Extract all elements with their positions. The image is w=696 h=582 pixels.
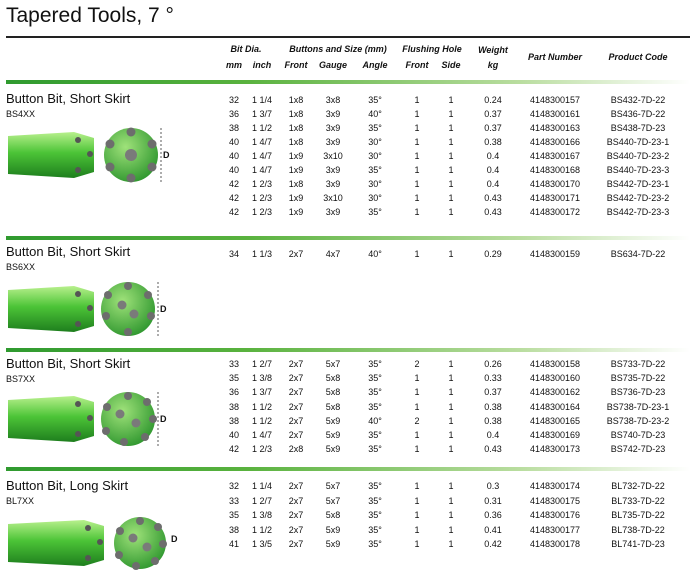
section-code: BS7XX [6, 374, 36, 384]
cell-product-code: BL732-7D-22 [611, 481, 665, 491]
header-buttons-size: Buttons and Size (mm) [289, 44, 387, 54]
cell-gauge: 5x8 [325, 387, 341, 398]
cell-mm: 38 [228, 524, 240, 535]
cell-inch: 1 1/2 [251, 401, 273, 412]
table-row [0, 358, 696, 372]
cell-angle: 35° [368, 495, 382, 506]
cell-inch: 1 3/8 [251, 373, 273, 384]
cell-gauge: 5x8 [325, 373, 341, 384]
column-headers [0, 42, 696, 76]
cell-flush-front: 2 [414, 359, 420, 369]
table-row [0, 164, 696, 178]
cell-front: 2x7 [288, 415, 304, 426]
cell-product-code: BS440-7D-23-3 [606, 165, 670, 175]
cell-mm: 40 [228, 151, 240, 161]
cell-flush-front: 1 [414, 430, 420, 440]
cell-front: 2x8 [288, 444, 304, 455]
cell-flush-side: 1 [448, 539, 454, 550]
section-title: Button Bit, Short Skirt [6, 91, 131, 106]
cell-front: 1x8 [288, 179, 304, 189]
cell-front: 2x7 [288, 524, 304, 535]
cell-inch: 1 4/7 [251, 137, 273, 147]
cell-front: 1x9 [288, 151, 304, 161]
table-row [0, 136, 696, 150]
cell-weight: 0.31 [484, 495, 502, 506]
header-bit-dia: Bit Dia. [230, 44, 262, 54]
cell-part-number: 4148300164 [529, 401, 581, 412]
cell-mm: 32 [228, 481, 240, 491]
table-row [0, 415, 696, 429]
cell-weight: 0.38 [484, 137, 502, 147]
table-row [0, 509, 696, 523]
cell-angle: 40° [368, 249, 382, 259]
cell-flush-front: 1 [414, 495, 420, 506]
cell-mm: 33 [228, 359, 240, 369]
cell-gauge: 5x9 [325, 444, 341, 455]
cell-front: 2x7 [288, 359, 304, 369]
cell-weight: 0.3 [486, 481, 500, 491]
cell-product-code: BS438-7D-23 [610, 123, 666, 133]
table-row [0, 480, 696, 494]
cell-front: 1x8 [288, 95, 304, 105]
cell-angle: 35° [368, 539, 382, 550]
cell-angle: 40° [368, 415, 382, 426]
cell-flush-front: 1 [414, 510, 420, 521]
cell-front: 2x7 [288, 430, 304, 440]
cell-gauge: 3x10 [323, 151, 343, 161]
header-front: Front [284, 60, 308, 70]
cell-front: 2x7 [288, 401, 304, 412]
cell-part-number: 4148300178 [529, 539, 581, 550]
cell-part-number: 4148300176 [529, 510, 581, 521]
cell-weight: 0.24 [484, 95, 502, 105]
cell-front: 1x9 [288, 165, 304, 175]
cell-gauge: 3x10 [323, 193, 343, 203]
cell-part-number: 4148300166 [529, 137, 581, 147]
section-divider [6, 467, 690, 471]
table-row [0, 524, 696, 538]
cell-inch: 1 1/4 [251, 95, 273, 105]
cell-angle: 35° [368, 165, 382, 175]
cell-inch: 1 1/2 [251, 524, 273, 535]
table-row [0, 401, 696, 415]
cell-flush-side: 1 [448, 179, 454, 189]
cell-mm: 42 [228, 444, 240, 455]
cell-part-number: 4148300159 [529, 249, 581, 259]
header-part-number: Part Number [527, 52, 583, 62]
cell-flush-side: 1 [448, 401, 454, 412]
cell-part-number: 4148300157 [529, 95, 581, 105]
cell-product-code: BS735-7D-22 [610, 373, 666, 384]
cell-part-number: 4148300170 [529, 179, 581, 189]
cell-front: 1x8 [288, 123, 304, 133]
cell-product-code: BS738-7D-23-2 [606, 415, 670, 426]
cell-front: 1x9 [288, 193, 304, 203]
cell-front: 2x7 [288, 510, 304, 521]
cell-part-number: 4148300171 [529, 193, 581, 203]
cell-gauge: 3x8 [325, 95, 341, 105]
cell-inch: 1 4/7 [251, 165, 273, 175]
svg-text:D: D [163, 150, 170, 160]
cell-inch: 1 3/7 [251, 109, 273, 119]
cell-product-code: BL733-7D-22 [611, 495, 665, 506]
cell-flush-side: 1 [448, 137, 454, 147]
cell-angle: 35° [368, 387, 382, 398]
header-inch: inch [252, 60, 272, 70]
cell-flush-front: 1 [414, 137, 420, 147]
cell-weight: 0.41 [484, 524, 502, 535]
cell-flush-front: 1 [414, 165, 420, 175]
cell-inch: 1 3/7 [251, 387, 273, 398]
cell-gauge: 5x7 [325, 481, 341, 491]
section-code: BS6XX [6, 262, 36, 272]
cell-inch: 1 1/2 [251, 123, 273, 133]
cell-inch: 1 3/5 [251, 539, 273, 550]
section-code: BS4XX [6, 109, 36, 119]
table-row [0, 248, 696, 262]
section-code: BL7XX [6, 496, 35, 506]
cell-gauge: 5x8 [325, 401, 341, 412]
cell-mm: 40 [228, 137, 240, 147]
cell-part-number: 4148300168 [529, 165, 581, 175]
cell-front: 2x7 [288, 481, 304, 491]
cell-flush-side: 1 [448, 524, 454, 535]
cell-mm: 40 [228, 430, 240, 440]
cell-part-number: 4148300172 [529, 207, 581, 217]
table-row [0, 206, 696, 220]
cell-mm: 35 [228, 510, 240, 521]
svg-text:D: D [160, 414, 167, 424]
cell-product-code: BS634-7D-22 [610, 249, 666, 259]
cell-product-code: BL738-7D-22 [611, 524, 665, 535]
section-divider [6, 348, 690, 352]
cell-weight: 0.37 [484, 123, 502, 133]
cell-flush-front: 1 [414, 109, 420, 119]
cell-front: 2x7 [288, 373, 304, 384]
cell-product-code: BS738-7D-23-1 [606, 401, 670, 412]
cell-weight: 0.38 [484, 415, 502, 426]
cell-angle: 30° [368, 151, 382, 161]
cell-product-code: BS736-7D-23 [610, 387, 666, 398]
table-row [0, 150, 696, 164]
cell-part-number: 4148300175 [529, 495, 581, 506]
cell-inch: 1 2/3 [251, 193, 273, 203]
cell-angle: 40° [368, 109, 382, 119]
cell-product-code: BS742-7D-23 [610, 444, 666, 455]
cell-flush-front: 1 [414, 95, 420, 105]
title-divider [6, 36, 690, 38]
cell-mm: 38 [228, 401, 240, 412]
cell-flush-side: 1 [448, 95, 454, 105]
table-row [0, 538, 696, 552]
cell-mm: 34 [228, 249, 240, 259]
cell-weight: 0.38 [484, 401, 502, 412]
section-title: Button Bit, Long Skirt [6, 478, 129, 493]
cell-flush-side: 1 [448, 373, 454, 384]
header-kg: kg [487, 60, 499, 70]
cell-inch: 1 1/2 [251, 415, 273, 426]
cell-flush-front: 1 [414, 401, 420, 412]
cell-flush-side: 1 [448, 495, 454, 506]
header-angle: Angle [362, 60, 388, 70]
cell-mm: 42 [228, 207, 240, 217]
cell-angle: 35° [368, 373, 382, 384]
cell-flush-front: 1 [414, 207, 420, 217]
cell-inch: 1 2/3 [251, 444, 273, 455]
cell-angle: 35° [368, 207, 382, 217]
cell-mm: 36 [228, 109, 240, 119]
cell-flush-front: 1 [414, 151, 420, 161]
cell-weight: 0.33 [484, 373, 502, 384]
cell-angle: 35° [368, 481, 382, 491]
section-title: Button Bit, Short Skirt [6, 244, 131, 259]
header-weight: Weight [478, 45, 508, 55]
cell-mm: 38 [228, 123, 240, 133]
cell-angle: 30° [368, 179, 382, 189]
table-row [0, 192, 696, 206]
cell-product-code: BL741-7D-23 [611, 539, 665, 550]
cell-weight: 0.4 [486, 151, 500, 161]
cell-flush-side: 1 [448, 207, 454, 217]
cell-mm: 42 [228, 193, 240, 203]
cell-inch: 1 2/3 [251, 207, 273, 217]
cell-part-number: 4148300167 [529, 151, 581, 161]
cell-angle: 35° [368, 401, 382, 412]
cell-weight: 0.4 [486, 165, 500, 175]
header-flush-side: Side [441, 60, 461, 70]
cell-weight: 0.4 [486, 430, 500, 440]
cell-weight: 0.37 [484, 109, 502, 119]
cell-angle: 35° [368, 95, 382, 105]
cell-gauge: 4x7 [325, 249, 341, 259]
cell-mm: 33 [228, 495, 240, 506]
cell-part-number: 4148300162 [529, 387, 581, 398]
cell-gauge: 3x9 [325, 137, 341, 147]
cell-mm: 41 [228, 539, 240, 550]
cell-flush-side: 1 [448, 123, 454, 133]
cell-front: 2x7 [288, 495, 304, 506]
cell-angle: 35° [368, 123, 382, 133]
cell-front: 1x8 [288, 109, 304, 119]
diameter-marker-label: D [171, 534, 178, 544]
cell-weight: 0.43 [484, 207, 502, 217]
cell-product-code: BL735-7D-22 [611, 510, 665, 521]
cell-flush-front: 1 [414, 373, 420, 384]
cell-product-code: BS740-7D-23 [610, 430, 666, 440]
table-row [0, 386, 696, 400]
cell-gauge: 5x9 [325, 539, 341, 550]
cell-flush-side: 1 [448, 109, 454, 119]
cell-flush-front: 1 [414, 193, 420, 203]
cell-product-code: BS436-7D-22 [610, 109, 666, 119]
cell-mm: 40 [228, 165, 240, 175]
cell-product-code: BS442-7D-23-2 [606, 193, 670, 203]
cell-inch: 1 4/7 [251, 151, 273, 161]
header-mm: mm [225, 60, 243, 70]
cell-gauge: 5x9 [325, 415, 341, 426]
cell-flush-side: 1 [448, 510, 454, 521]
cell-product-code: BS733-7D-22 [610, 359, 666, 369]
cell-inch: 1 2/7 [251, 359, 273, 369]
cell-weight: 0.43 [484, 193, 502, 203]
cell-product-code: BS440-7D-23-2 [606, 151, 670, 161]
cell-mm: 32 [228, 95, 240, 105]
table-row [0, 108, 696, 122]
cell-part-number: 4148300165 [529, 415, 581, 426]
cell-angle: 35° [368, 524, 382, 535]
cell-part-number: 4148300158 [529, 359, 581, 369]
cell-flush-side: 1 [448, 165, 454, 175]
cell-weight: 0.29 [484, 249, 502, 259]
cell-part-number: 4148300163 [529, 123, 581, 133]
section-divider [6, 236, 690, 240]
cell-angle: 35° [368, 444, 382, 455]
cell-gauge: 3x9 [325, 207, 341, 217]
cell-front: 2x7 [288, 249, 304, 259]
cell-flush-side: 1 [448, 415, 454, 426]
cell-weight: 0.36 [484, 510, 502, 521]
cell-weight: 0.37 [484, 387, 502, 398]
cell-inch: 1 1/3 [251, 249, 273, 259]
cell-flush-front: 1 [414, 387, 420, 398]
cell-angle: 35° [368, 510, 382, 521]
header-gauge: Gauge [318, 60, 348, 70]
cell-flush-side: 1 [448, 430, 454, 440]
cell-flush-front: 1 [414, 524, 420, 535]
cell-front: 1x8 [288, 137, 304, 147]
header-flush-front: Front [405, 60, 429, 70]
cell-flush-front: 1 [414, 539, 420, 550]
cell-weight: 0.26 [484, 359, 502, 369]
cell-weight: 0.4 [486, 179, 500, 189]
cell-part-number: 4148300174 [529, 481, 581, 491]
cell-mm: 38 [228, 415, 240, 426]
cell-front: 1x9 [288, 207, 304, 217]
cell-inch: 1 2/7 [251, 495, 273, 506]
header-product-code: Product Code [608, 52, 668, 62]
cell-angle: 35° [368, 430, 382, 440]
table-row [0, 372, 696, 386]
cell-gauge: 3x9 [325, 109, 341, 119]
cell-angle: 35° [368, 359, 382, 369]
cell-weight: 0.43 [484, 444, 502, 455]
svg-text:D: D [160, 304, 167, 314]
cell-flush-front: 1 [414, 249, 420, 259]
cell-product-code: BS432-7D-22 [610, 95, 666, 105]
cell-flush-front: 1 [414, 179, 420, 189]
cell-gauge: 5x7 [325, 495, 341, 506]
cell-gauge: 3x9 [325, 165, 341, 175]
cell-gauge: 5x9 [325, 524, 341, 535]
cell-inch: 1 1/4 [251, 481, 273, 491]
cell-product-code: BS442-7D-23-3 [606, 207, 670, 217]
cell-inch: 1 3/8 [251, 510, 273, 521]
table-row [0, 94, 696, 108]
cell-part-number: 4148300173 [529, 444, 581, 455]
cell-flush-front: 1 [414, 481, 420, 491]
cell-mm: 36 [228, 387, 240, 398]
cell-mm: 35 [228, 373, 240, 384]
cell-mm: 42 [228, 179, 240, 189]
page-title: Tapered Tools, 7 ° [6, 4, 174, 27]
section-divider [6, 80, 690, 84]
cell-inch: 1 2/3 [251, 179, 273, 189]
cell-product-code: BS442-7D-23-1 [606, 179, 670, 189]
cell-gauge: 5x9 [325, 430, 341, 440]
cell-gauge: 3x9 [325, 123, 341, 133]
table-row [0, 178, 696, 192]
cell-flush-side: 1 [448, 249, 454, 259]
cell-angle: 30° [368, 193, 382, 203]
cell-flush-front: 1 [414, 123, 420, 133]
cell-flush-side: 1 [448, 359, 454, 369]
cell-gauge: 5x8 [325, 510, 341, 521]
table-row [0, 122, 696, 136]
cell-part-number: 4148300161 [529, 109, 581, 119]
cell-inch: 1 4/7 [251, 430, 273, 440]
table-row [0, 429, 696, 443]
table-row [0, 495, 696, 509]
cell-flush-side: 1 [448, 193, 454, 203]
cell-front: 2x7 [288, 387, 304, 398]
cell-gauge: 5x7 [325, 359, 341, 369]
cell-part-number: 4148300160 [529, 373, 581, 384]
cell-weight: 0.42 [484, 539, 502, 550]
cell-part-number: 4148300169 [529, 430, 581, 440]
cell-flush-front: 2 [414, 415, 420, 426]
cell-flush-side: 1 [448, 481, 454, 491]
cell-front: 2x7 [288, 539, 304, 550]
cell-flush-front: 1 [414, 444, 420, 455]
button-bit-image [6, 278, 172, 340]
header-flushing-hole: Flushing Hole [402, 44, 462, 54]
cell-flush-side: 1 [448, 151, 454, 161]
cell-product-code: BS440-7D-23-1 [606, 137, 670, 147]
cell-flush-side: 1 [448, 444, 454, 455]
cell-part-number: 4148300177 [529, 524, 581, 535]
cell-angle: 30° [368, 137, 382, 147]
table-row [0, 443, 696, 457]
section-title: Button Bit, Short Skirt [6, 356, 131, 371]
cell-gauge: 3x9 [325, 179, 341, 189]
cell-flush-side: 1 [448, 387, 454, 398]
